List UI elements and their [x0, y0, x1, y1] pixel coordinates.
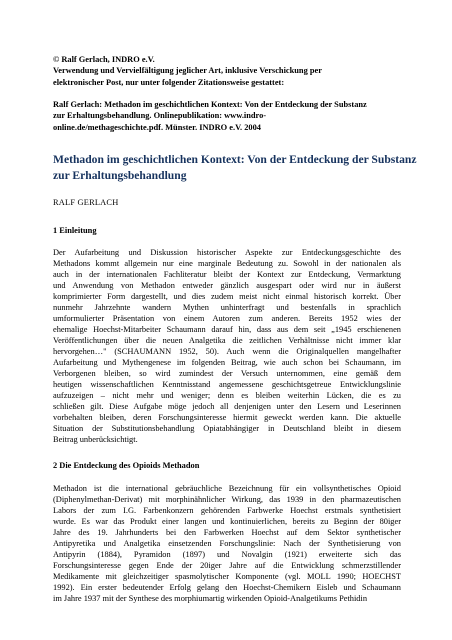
- section-heading-entdeckung: 2 Die Entdeckung des Opioids Methadon: [53, 461, 200, 470]
- paragraph-line: ehemalige Hoechst-Mitarbeiter Schaumann darauf hin, dass aus dem seit „1945 erschienenen: [53, 325, 401, 334]
- paragraph-line: Methadons kommt allgemein nur eine marginale Bedeutung zu. Sowohl in der nationalen als: [53, 259, 401, 268]
- paragraph-line: Antipyretika und Analgetika einsetzenden Forschungslinie: Nach der Synthetisierung von: [53, 539, 401, 548]
- paragraph-line: 1992). Ein erster bedeutender Erfolg gelang den Hoechst-Chemikern Eisleb und Schaumann: [53, 583, 401, 592]
- paragraph-line: im Jahre 1937 mit der Synthese des morphiumartig wirkenden Opioid-Analgetikums Pethidin: [53, 594, 368, 603]
- paragraph-line: schließen gilt. Diese Aufgabe möge jedoch all denjenigen unter den Lesern und Leserinnen: [53, 402, 401, 411]
- paragraph-line: aufzuzeigen – nicht mehr und weniger; denn es bleiben weiterhin Lücken, die es zu: [53, 391, 401, 400]
- copyright-line: elektronischer Post, nur unter folgender Zitationsweise gestattet:: [53, 77, 285, 87]
- paragraph-line: wurde. Es war das Produkt einer langen und kontinuierlichen, bereits zu Beginn der 80iger: [53, 517, 401, 526]
- citation-line: online.de/methageschichte.pdf. Münster. INDRO e.V. 2004: [53, 122, 261, 132]
- paragraph-line: Verborgenen bleiben, so wird zumindest der Versuch unternommen, eine gemäß dem: [53, 369, 401, 378]
- copyright-spacer: [53, 88, 401, 99]
- paragraph-line: Situation der Substitutionsbehandlung Opiatabhängiger in Deutschland bleibt in diesem: [53, 424, 401, 433]
- copyright-line: © Ralf Gerlach, INDRO e.V.: [53, 55, 155, 64]
- paragraph-line: heutigen wissenschaftlichen Kenntnisstand angemessene geschichtsgetreue Entwicklungslinie: [53, 380, 401, 389]
- copyright-notice: [53, 54, 401, 133]
- copyright-line: Verwendung und Vervielfältigung jeglicher Art, inklusive Verschickung per: [53, 66, 322, 76]
- title-line: zur Erhaltungsbehandlung: [53, 168, 187, 182]
- paragraph-line: Methadon ist die international gebräuchliche Bezeichnung für ein vollsynthetisches Opioid: [53, 484, 401, 493]
- section-body-entdeckung: [53, 483, 401, 604]
- paragraph-line: Forschungsinteresse gegen Ende der 20iger Jahre auf die Entwicklung schmerzstillender: [53, 561, 401, 570]
- section-body-einleitung: [53, 247, 401, 445]
- citation-line: zur Erhaltungsbehandlung. Onlinepublikation: www.indro-: [53, 111, 267, 121]
- paragraph-line: hervorgehen…" (SCHAUMANN 1952, 50). Auch wenn die Originalquellen mangelhafter: [53, 347, 401, 356]
- paragraph-line: Aufarbeitung und Mythengenese im folgenden Beitrag, wie auch schon bei Schaumann, im: [53, 358, 401, 367]
- paragraph-line: komprimierter Form dargestellt, und dies zudem meist nicht einmal historisch korrekt. Über: [53, 292, 401, 301]
- paragraph-line: Medikamente mit gleichzeitiger spasmolytischer Komponente (vgl. MOLL 1990; HOECHST: [53, 572, 401, 581]
- document-title: [53, 152, 417, 183]
- citation-line: Ralf Gerlach: Methadon im geschichtlichen Kontext: Von der Entdeckung der Substanz: [53, 100, 367, 110]
- paragraph-line: Beitrag unberücksichtigt.: [53, 435, 138, 444]
- paragraph-line: auch in der internationalen Fachliteratur bleibt der Kontext zur Entdeckung, Vermarktung: [53, 270, 401, 279]
- title-line: Methadon im geschichtlichen Kontext: Von der Entdeckung der Substanz: [53, 153, 417, 166]
- paragraph-line: Labors der zum I.G. Farbenkonzern gehörenden Farbwerke Hoechst erstmals synthetisiert: [53, 506, 401, 515]
- paragraph-line: vorbehalten bleiben, deren Forschungsinteresse hiermit geweckt werden kann. Die aktuelle: [53, 413, 401, 422]
- paragraph-line: Veröffentlichungen über die neuen Analgetika die zeitlichen Verhältnisse nicht immer klar: [53, 336, 401, 345]
- paragraph-line: und Anwendung von Methadon entweder gänzlich ausgespart oder wird nur in äußerst: [53, 281, 401, 290]
- paragraph-line: Jahre des 19. Jahrhunderts bei den Farbwerken Hoechst auf dem Sektor synthetischer: [53, 528, 401, 537]
- section-heading-einleitung: 1 Einleitung: [53, 226, 97, 235]
- paragraph-line: (Diphenylmethan-Derivat) mit morphinähnlicher Wirkung, das 1939 in den pharmazeutischen: [53, 495, 401, 504]
- author-name: RALF GERLACH: [53, 198, 119, 207]
- paragraph-line: Der Aufarbeitung und Diskussion historischer Aspekte zur Entdeckungsgeschichte des: [53, 248, 401, 257]
- paragraph-line: umformulierter Präsentation von einem Autoren zum anderen. Bereits 1952 wies der: [53, 314, 401, 323]
- paragraph-line: Antipyrin (1884), Pyramidon (1897) und Novalgin (1921) erweiterte sich das: [53, 550, 401, 559]
- paragraph-line: nunmehr Jahrzehnte wandern Mythen unhinterfragt und bestenfalls in sprachlich: [53, 303, 401, 312]
